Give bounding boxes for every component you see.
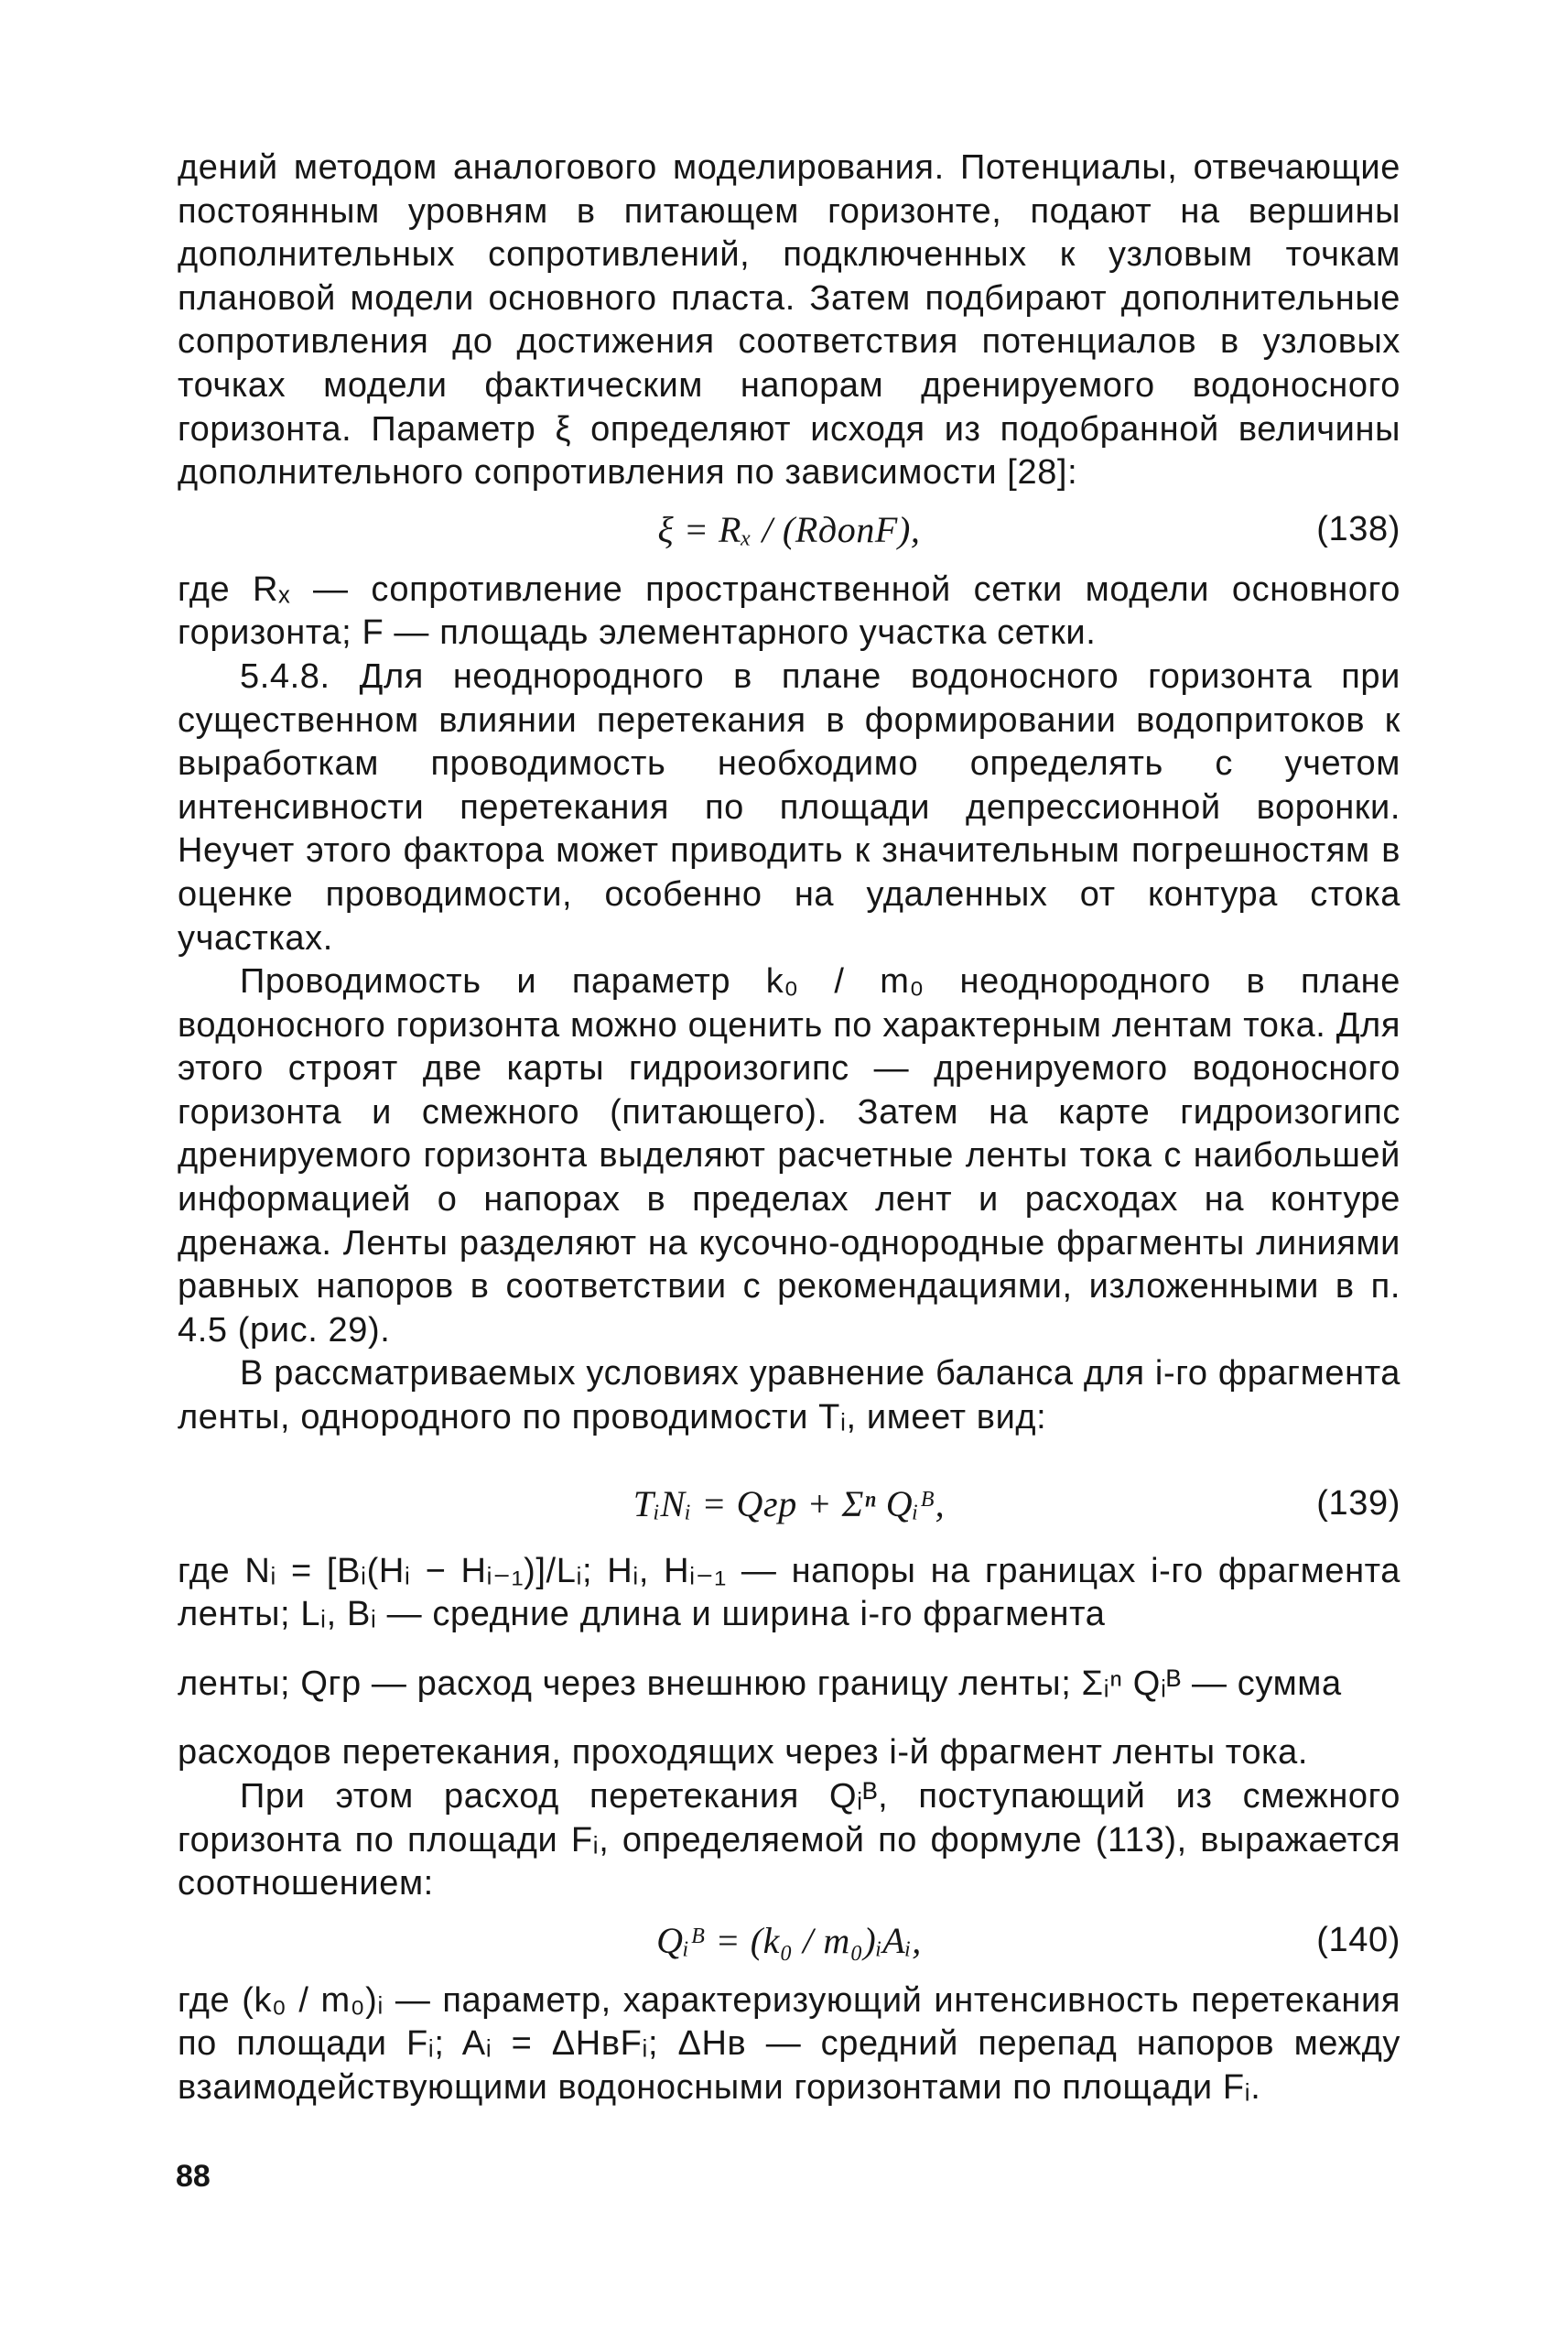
formula-number: (138) xyxy=(1316,509,1400,548)
paragraph-definition-q: ленты; Qгр — расход через внешнюю границу ленты; Σᵢⁿ Qᵢᴮ — сумма xyxy=(178,1664,1342,1703)
formula-expression: TᵢNᵢ = Qгр + Σⁿ Qᵢᴮ, xyxy=(633,1482,946,1524)
paragraph-definition-k0m0: где (k₀ / m₀)ᵢ — параметр, характеризующий интенсивность перетекания по площади Fᵢ; Aᵢ = ΔHʙFᵢ; ΔHʙ — средний перепад напоров между взаимодействующими водоносными горизонтами по площади Fᵢ. xyxy=(178,1980,1400,2107)
paragraph-definition-rx: где Rₓ — сопротивление пространственной сетки модели основного горизонта; F — площадь элементарного участка сетки. xyxy=(178,569,1400,653)
formula-number: (139) xyxy=(1316,1483,1400,1523)
paragraph-balance-intro: В рассматриваемых условиях уравнение баланса для i-го фрагмента ленты, однородного по проводимости Tᵢ, имеет вид: xyxy=(178,1354,1400,1437)
paragraph-section-5-4-8: 5.4.8. Для неоднородного в плане водоносного горизонта при существенном влиянии перетекания в формировании водопритоков к выработкам проводимость необходимо определять с учетом интенсивности перетекания по площади депрессионной воронки. Неучет этого фактора может приводить к значительным погрешностям в оценке проводимости, особенно на удаленных от контура стока участках. xyxy=(178,656,1400,958)
paragraph-definition-n: где Nᵢ = [Bᵢ(Hᵢ − Hᵢ₋₁)]/Lᵢ; Hᵢ, Hᵢ₋₁ — напоры на границах i-го фрагмента ленты; Lᵢ, Bᵢ — средние длина и ширина i-го фрагмента xyxy=(178,1551,1400,1634)
formula-number: (140) xyxy=(1316,1920,1400,1959)
formula-expression: Qᵢᴮ = (k₀ / m₀)ᵢAᵢ, xyxy=(656,1919,922,1961)
page-number: 88 xyxy=(176,2159,211,2194)
paragraph-flow-expression: При этом расход перетекания Qᵢᴮ, поступающий из смежного горизонта по площади Fᵢ, определяемой по формуле (113), выражается соотношением: xyxy=(178,1777,1400,1903)
paragraph-conductivity: Проводимость и параметр k₀ / m₀ неоднородного в плане водоносного горизонта можно оценить по характерным лентам тока. Для этого строят две карты гидроизогипс — дренируемого водоносного горизонта и смежного (питающего). Затем на карте гидроизогипс дренируемого горизонта выделяют расчетные ленты тока с наибольшей информацией о напорах в пределах лент и расходах на контуре дренажа. Ленты разделяют на кусочно-однородные фрагменты линиями равных напоров в соответствии с рекомендациями, изложенными в п. 4.5 (рис. 29). xyxy=(178,962,1400,1350)
paragraph-continuation: дений методом аналогового моделирования. Потенциалы, отвечающие постоянным уровням в питающем горизонте, подают на вершины дополнительных сопротивлений, подключенных к узловым точкам плановой модели основного пласта. Затем подбирают дополнительные сопротивления до достижения соответствия потенциалов в узловых точках модели фактическим напорам дренируемого водоносного горизонта. Параметр ξ определяют исходя из подобранной величины дополнительного сопротивления по зависимости [28]: xyxy=(178,148,1400,493)
formula-138 xyxy=(178,501,1400,565)
body-text xyxy=(178,146,1400,2110)
formula-140 xyxy=(178,1912,1400,1976)
formula-139 xyxy=(178,1446,1400,1546)
formula-expression: ξ = Rₓ / (RдопF), xyxy=(657,508,921,550)
paragraph-definition-sum: расходов перетекания, проходящих через i-й фрагмент ленты тока. xyxy=(178,1733,1309,1773)
